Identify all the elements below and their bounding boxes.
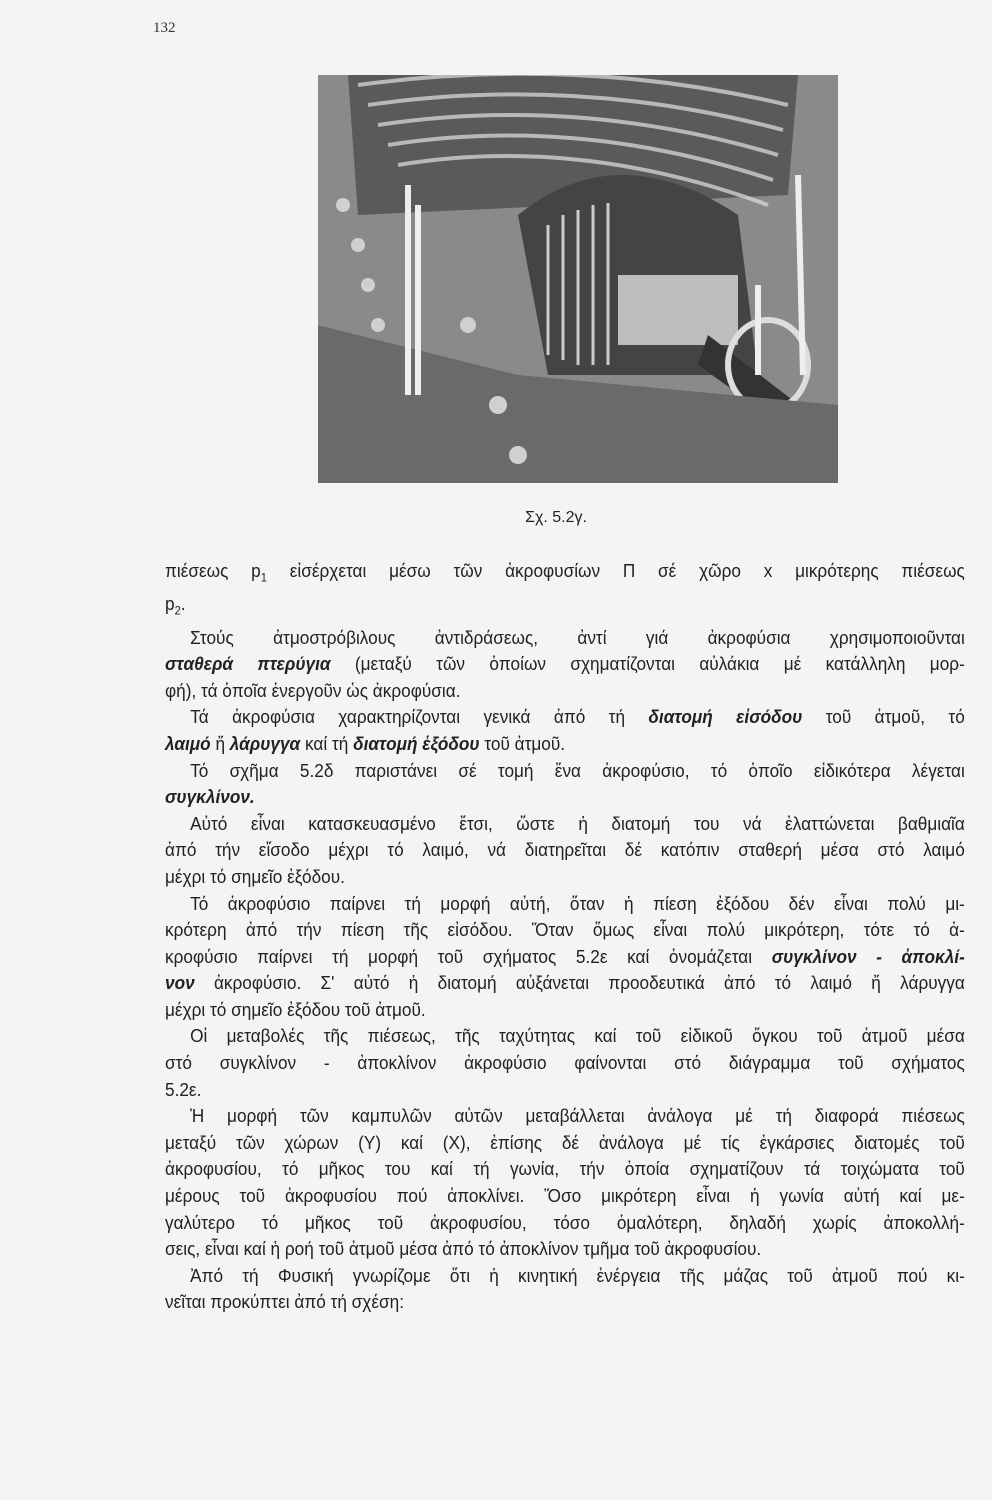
text-line [165, 1183, 965, 1210]
text-segment: ἀκροφυσίου, τό μῆκος του καί τή γωνία, τήν ὁποία σχηματίζουν τά τοιχώματα τοῦ [165, 1158, 965, 1180]
text-segment: Αὐτό εἶναι κατασκευασμένο ἔτσι, ὥστε ἡ διατομή του νά ἐλαττώνεται βαθμιαῖα [190, 812, 965, 834]
text-line [165, 731, 965, 758]
text-segment: 5.2ε. [165, 1078, 202, 1100]
text-line [165, 678, 965, 705]
steam-turbine-rotor-image [318, 75, 838, 483]
text-line [165, 1289, 965, 1316]
text-line [165, 784, 965, 811]
text-line [165, 1023, 965, 1050]
paragraph [165, 704, 965, 757]
text-line [165, 1130, 965, 1157]
text-segment: 1 [260, 570, 267, 585]
text-segment: πιέσεως p [165, 560, 261, 581]
text-segment: στό συγκλίνον - ἀποκλίνον ἀκροφύσιο φαίνονται στό διάγραμμα τοῦ σχήματος [165, 1052, 965, 1074]
text-line [165, 944, 965, 971]
paragraph [165, 1263, 965, 1316]
paragraph [165, 811, 965, 891]
emphasized-term: νον [165, 972, 195, 994]
emphasized-term: συγκλίνον - ἀποκλί- [771, 945, 965, 967]
text-segment: . [180, 593, 186, 615]
text-segment: Στούς ἀτμοστρόβιλους ἀντιδράσεως, ἀντί γιά ἀκροφύσια χρησιμοποιοῦνται [190, 626, 965, 648]
text-segment: Ἀπό τή Φυσική γνωρίζομε ὅτι ἡ κινητική ἐνέργεια τῆς μάζας τοῦ ἀτμοῦ πού κι- [190, 1264, 965, 1286]
figure-caption: Σχ. 5.2γ. [525, 509, 587, 526]
text-segment: κρότερη ἀπό τήν πίεση τῆς εἰσόδου. Ὅταν ὅμως εἶναι πολύ μικρότερη, τότε τό ἀ- [165, 919, 965, 941]
text-line [165, 811, 965, 838]
text-line [165, 1236, 965, 1263]
text-line [165, 1050, 965, 1077]
text-segment: ἤ [210, 732, 230, 754]
text-line [165, 917, 965, 944]
text-segment: p [165, 593, 175, 615]
paragraph [165, 758, 965, 811]
text-segment: μέχρι τό σημεῖο ἐξόδου τοῦ ἀτμοῦ. [165, 998, 426, 1020]
paragraph [165, 625, 965, 705]
text-line [165, 758, 965, 785]
text-line [165, 1103, 965, 1130]
text-segment: Τό ἀκροφύσιο παίρνει τή μορφή αὐτή, ὅταν ἡ πίεση ἐξόδου δέν εἶναι πολύ μι- [190, 892, 965, 914]
paragraph [165, 1103, 965, 1263]
text-segment: Τό σχῆμα 5.2δ παριστάνει σέ τομή ἕνα ἀκροφύσιο, τό ὁποῖο εἰδικότερα λέγεται [190, 759, 965, 781]
text-segment: καί τή [300, 732, 354, 754]
emphasized-term: λάρυγγα [229, 732, 301, 754]
emphasized-term: σταθερά πτερύγια [165, 653, 331, 675]
text-line [165, 558, 965, 591]
paragraph [165, 1023, 965, 1103]
text-segment: μεταξύ τῶν χώρων (Y) καί (X), ἐπίσης δέ ἀνάλογα μέ τίς ἐγκάρσιες διατομές τοῦ [165, 1131, 965, 1153]
text-segment: Τά ἀκροφύσια χαρακτηρίζονται γενικά ἀπό τή [190, 706, 649, 728]
text-line [165, 591, 965, 624]
text-segment: γαλύτερο τό μῆκος τοῦ ἀκροφυσίου, τόσο ὁμαλότερη, δηλαδή χωρίς ἀποκολλή- [165, 1211, 965, 1233]
text-line [165, 651, 965, 678]
text-line [165, 970, 965, 997]
text-segment: εἰσέρχεται μέσω τῶν ἀκροφυσίων Π σέ χῶρο x μικρότερης πιέσεως [266, 560, 965, 581]
text-segment: τοῦ ἀτμοῦ. [479, 732, 566, 754]
text-line [165, 891, 965, 918]
text-segment: (μεταξύ τῶν ὁποίων σχηματίζονται αὐλάκια μέ κατάλληλη μορ- [330, 653, 965, 675]
text-segment: μέρους τοῦ ἀκροφυσίου πού ἀποκλίνει. Ὅσο μικρότερη εἶναι ἡ γωνία αὐτή καί με- [165, 1185, 965, 1207]
text-line [165, 704, 965, 731]
text-line [165, 1156, 965, 1183]
text-segment: ἀκροφύσιο. Σ' αὐτό ἡ διατομή αὐξάνεται προοδευτικά ἀπό τό λαιμό ἤ λάρυγγα [194, 972, 965, 994]
turbine-photo [318, 75, 838, 483]
text-line [165, 625, 965, 652]
emphasized-term: διατομή εἰσόδου [648, 706, 803, 728]
text-segment: 2 [174, 603, 181, 618]
text-line [165, 1077, 965, 1104]
text-segment: φή), τά ὁποῖα ἐνεργοῦν ὡς ἀκροφύσια. [165, 679, 461, 701]
text-segment: τοῦ ἀτμοῦ, τό [802, 706, 965, 728]
body-text [165, 558, 965, 1316]
text-segment: Οἱ μεταβολές τῆς πιέσεως, τῆς ταχύτητας καί τοῦ εἰδικοῦ ὄγκου τοῦ ἀτμοῦ μέσα [190, 1025, 965, 1047]
emphasized-term: λαιμό [165, 732, 211, 754]
text-segment: σεις, εἶναι καί ἡ ροή τοῦ ἀτμοῦ μέσα ἀπό τό ἀποκλίνον τμῆμα τοῦ ἀκροφυσίου. [165, 1238, 762, 1260]
text-line [165, 1210, 965, 1237]
text-line [165, 864, 965, 891]
paragraph [165, 558, 965, 625]
text-segment: κροφύσιο παίρνει τή μορφή τοῦ σχήματος 5.2ε καί ὀνομάζεται [165, 945, 772, 967]
text-segment: ἀπό τήν εἴσοδο μέχρι τό λαιμό, νά διατηρεῖται δέ κατόπιν σταθερή μέσα στό λαιμό [165, 839, 965, 861]
text-line [165, 837, 965, 864]
text-line [165, 1263, 965, 1290]
text-line [165, 997, 965, 1024]
emphasized-term: συγκλίνον. [165, 786, 255, 808]
page-number: 132 [153, 20, 176, 36]
text-segment: Ἡ μορφή τῶν καμπυλῶν αὐτῶν μεταβάλλεται ἀνάλογα μέ τή διαφορά πιέσεως [190, 1105, 965, 1127]
text-segment: νεῖται προκύπτει ἀπό τή σχέση: [165, 1291, 404, 1313]
emphasized-term: διατομή ἐξόδου [353, 732, 480, 754]
text-segment: μέχρι τό σημεῖο ἐξόδου. [165, 865, 345, 887]
paragraph [165, 891, 965, 1024]
